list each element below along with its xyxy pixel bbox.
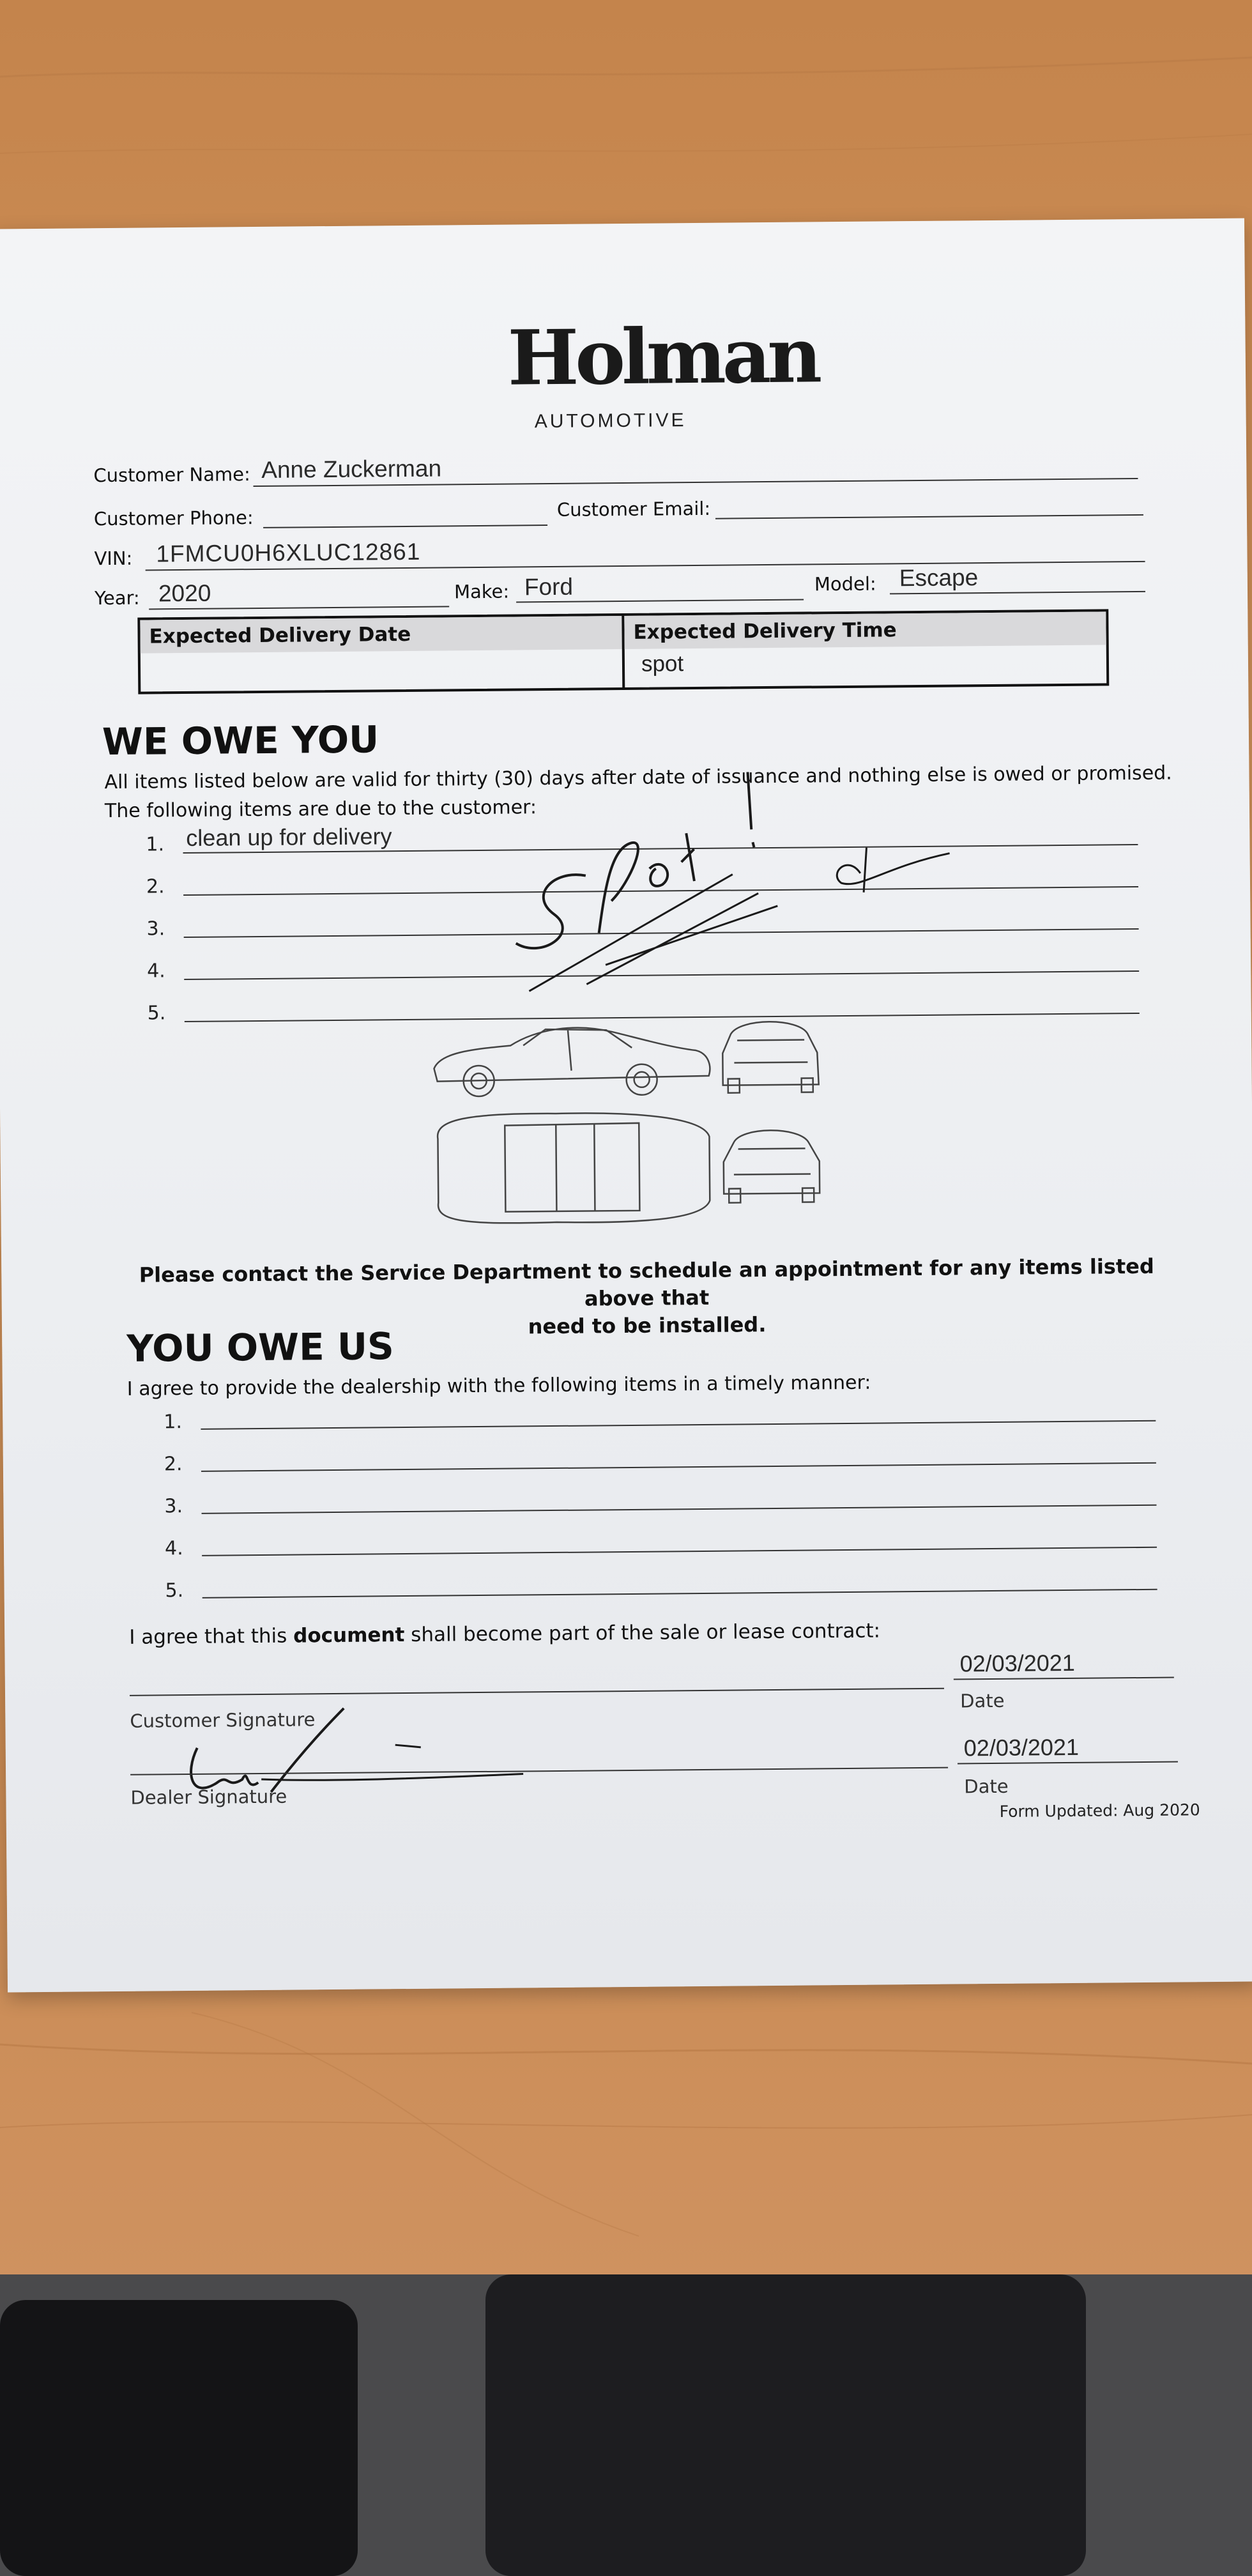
we-owe-num-1: 1.: [146, 833, 165, 856]
delivery-date-cell: [140, 616, 622, 692]
you-owe-line-3: [202, 1505, 1157, 1514]
agreement-text: [129, 1620, 880, 1649]
dealer-date-line: [958, 1761, 1178, 1764]
car-top-view: [438, 1112, 710, 1224]
we-owe-num-2: 2.: [146, 875, 165, 898]
shoe-right: [485, 2274, 1086, 2576]
model-value: Escape: [899, 564, 979, 592]
agreement-pre: I agree that this: [129, 1624, 294, 1649]
form-updated-note: Form Updated: Aug 2020: [999, 1800, 1200, 1821]
dealer-signature-label: Dealer Signature: [130, 1785, 287, 1809]
delivery-date-header: Expected Delivery Date: [140, 616, 622, 654]
vehicle-damage-diagram: [427, 1014, 838, 1248]
shoe-left: [0, 2300, 358, 2576]
service-notice-pre: Please contact the: [139, 1261, 361, 1287]
customer-signature-label: Customer Signature: [130, 1708, 316, 1732]
delivery-time-value: spot: [641, 651, 684, 677]
you-owe-line-5: [202, 1589, 1157, 1598]
holman-logo: Holman: [507, 310, 819, 402]
you-owe-line-1: [201, 1420, 1156, 1430]
you-owe-intro: I agree to provide the dealership with the following items in a timely manner:: [126, 1371, 871, 1400]
we-owe-num-5: 5.: [147, 1002, 166, 1025]
customer-email-line: [715, 514, 1143, 519]
customer-phone-line: [263, 525, 547, 528]
customer-date-line: [954, 1677, 1174, 1680]
customer-email-label: Customer Email:: [556, 497, 711, 521]
logo-subtitle: AUTOMOTIVE: [534, 410, 687, 433]
you-owe-line-4: [202, 1547, 1157, 1556]
delivery-box: [137, 609, 1109, 694]
you-owe-num-3: 3.: [164, 1495, 183, 1518]
you-owe-num-4: 4.: [164, 1537, 183, 1560]
customer-date-value: 02/03/2021: [959, 1649, 1076, 1677]
you-owe-line-2: [201, 1462, 1156, 1472]
make-value: Ford: [524, 573, 574, 601]
car-front-view: [722, 1022, 819, 1093]
customer-date-label: Date: [960, 1689, 1005, 1712]
handwritten-spot-scribble: [501, 770, 963, 1004]
year-value: 2020: [158, 579, 211, 607]
year-label: Year:: [94, 586, 140, 610]
we-owe-description: All items listed below are valid for thirty (30) days after date of issuance and nothing else is owed or promised.: [104, 762, 1172, 794]
dealer-signature-scribble: [165, 1700, 549, 1799]
we-owe-item-1: clean up for delivery: [186, 823, 392, 851]
model-label: Model:: [814, 572, 876, 595]
we-owe-title: WE OWE YOU: [102, 717, 379, 764]
you-owe-title: YOU OWE US: [126, 1324, 395, 1370]
document-page: [0, 218, 1252, 1993]
customer-signature-line: [130, 1688, 944, 1696]
you-owe-num-2: 2.: [164, 1453, 183, 1476]
we-owe-num-4: 4.: [146, 960, 165, 983]
service-notice-line2: need to be installed.: [528, 1312, 767, 1339]
customer-name-value: Anne Zuckerman: [261, 455, 442, 483]
vin-value: 1FMCU0H6XLUC12861: [156, 538, 421, 567]
you-owe-num-5: 5.: [165, 1579, 184, 1602]
customer-name-label: Customer Name:: [93, 463, 250, 487]
delivery-time-header: Expected Delivery Time: [624, 611, 1106, 649]
vin-label: VIN:: [94, 547, 133, 570]
we-owe-num-3: 3.: [146, 917, 165, 940]
dealer-date-label: Date: [964, 1775, 1009, 1798]
dealer-date-value: 02/03/2021: [963, 1733, 1080, 1761]
make-label: Make:: [454, 580, 510, 603]
customer-phone-label: Customer Phone:: [93, 507, 254, 530]
service-notice-bold: Service Department: [360, 1259, 592, 1285]
delivery-time-cell: [622, 611, 1106, 687]
we-owe-intro: The following items are due to the customer:: [104, 796, 537, 823]
service-notice-post: to schedule an appointment for any items listed above that: [584, 1254, 1154, 1311]
car-rear-view: [723, 1130, 820, 1203]
you-owe-num-1: 1.: [164, 1411, 183, 1434]
agreement-post: shall become part of the sale or lease contract:: [404, 1619, 881, 1647]
agreement-bold: document: [293, 1623, 405, 1648]
car-side-view: [434, 1027, 710, 1097]
